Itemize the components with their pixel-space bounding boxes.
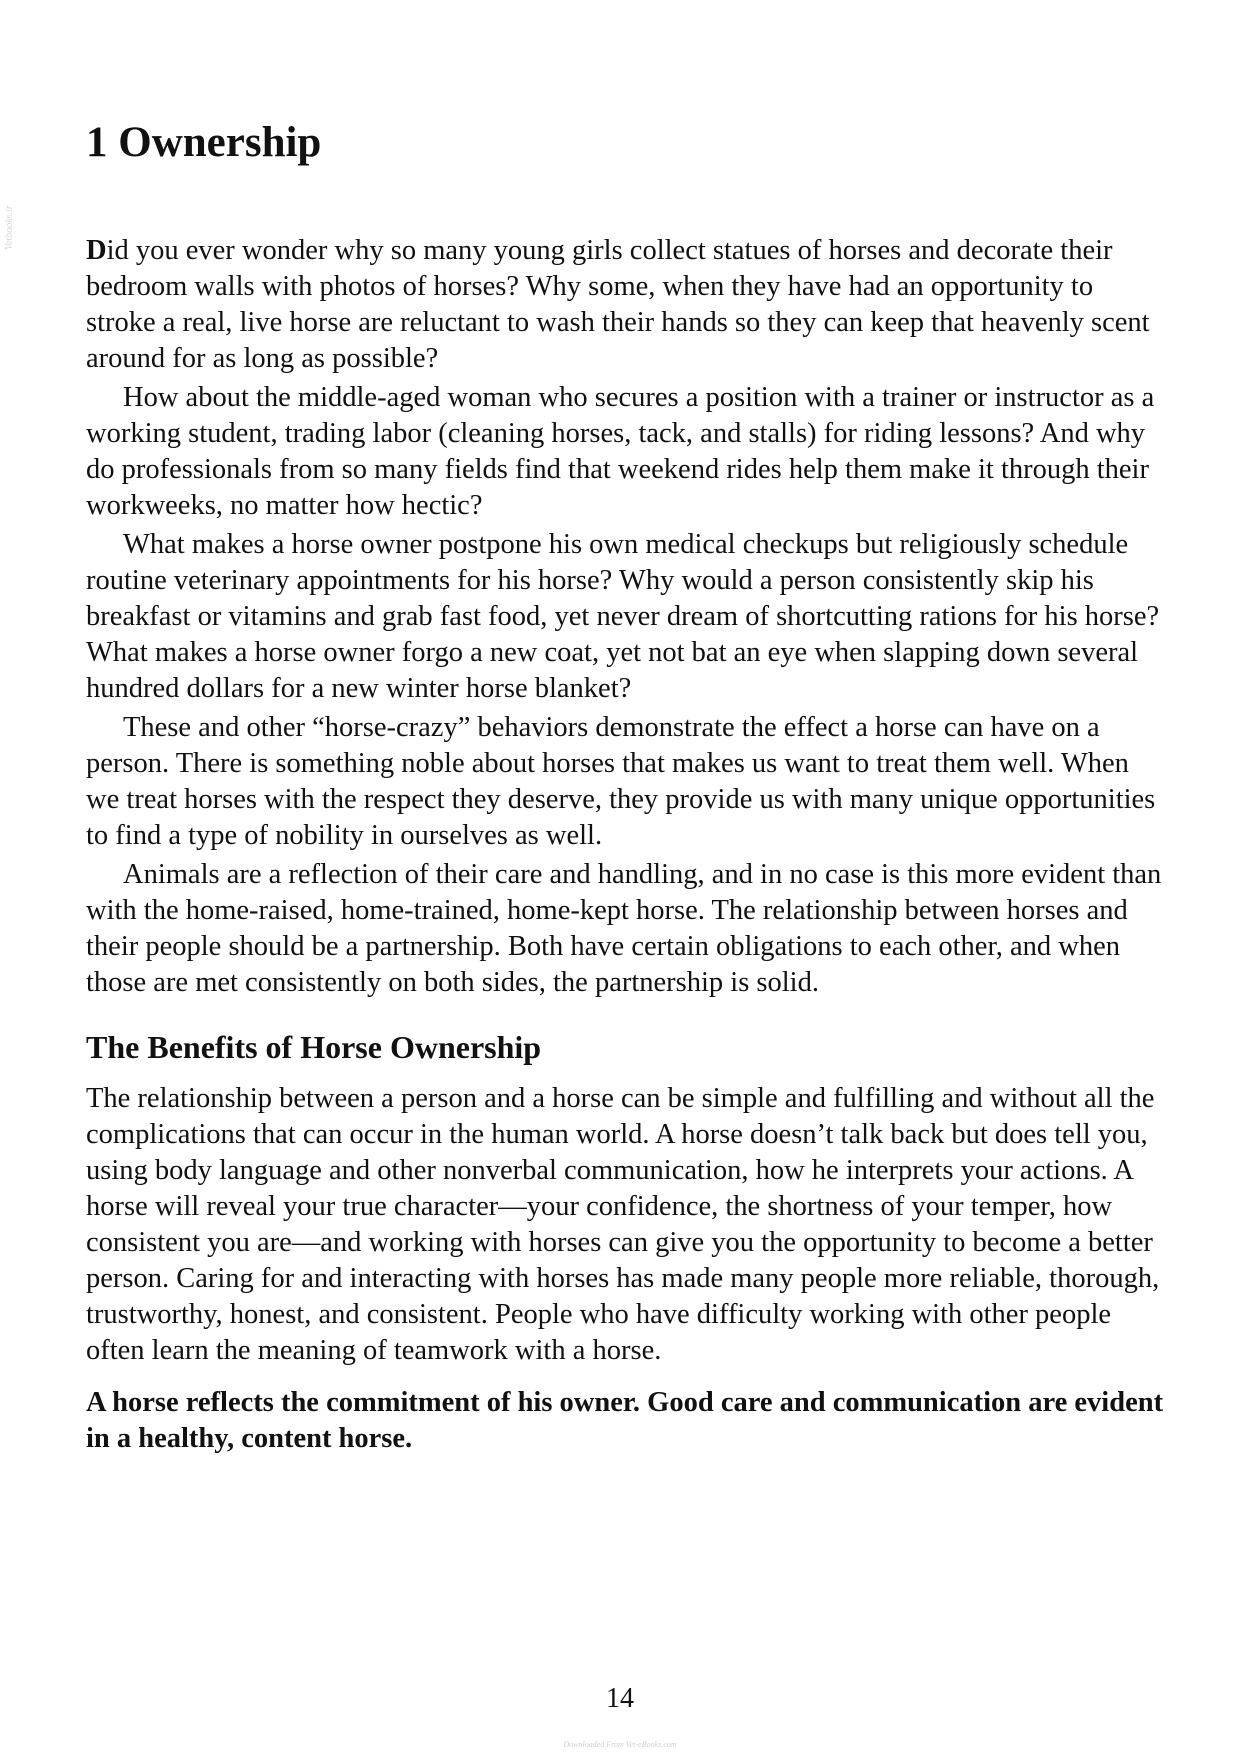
- emphasis-note: A horse reflects the commitment of his owner. Good care and communication are evident in a healthy, content horse.: [86, 1387, 1164, 1454]
- watermark-side: Vetbooks.ir: [4, 205, 15, 250]
- section-heading: The Benefits of Horse Ownership: [86, 1029, 542, 1065]
- chapter-title: 1 Ownership: [86, 119, 322, 166]
- paragraph-4: These and other “horse-crazy” behaviors demonstrate the effect a horse can have on a person. There is something noble about horses that makes us want to treat them well. When we treat horses with the respect they deserve, they provide us with many unique opportunities to find a type of nobility in ourselves as well.: [86, 712, 1156, 851]
- page-number: 14: [606, 1683, 634, 1714]
- paragraph-3: What makes a horse owner postpone his own medical checkups but religiously schedule routine veterinary appointments for his horse? Why would a person consistently skip his breakfast or vitamins and grab fast food, yet never dream of shortcutting rations for his horse? What makes a horse owner forgo a new coat, yet not bat an eye when slapping down several hundred dollars for a new winter horse blanket?: [86, 529, 1160, 704]
- drop-cap: D: [86, 235, 107, 266]
- section-paragraph: The relationship between a person and a horse can be simple and fulfilling and without all the complications that can occur in the human world. A horse doesn’t talk back but does tell you, using body language and other nonverbal communication, how he interprets your actions. A horse will reveal your true character—your confidence, the shortness of your temper, how consistent you are—and working with horses can give you the opportunity to become a better person. Caring for and interacting with horses has made many people more reliable, thorough, trustworthy, honest, and consistent. People who have difficulty working with other people often learn the meaning of teamwork with a horse.: [86, 1083, 1160, 1366]
- paragraph-2: How about the middle-aged woman who secures a position with a trainer or instructor as a working student, trading labor (cleaning horses, tack, and stalls) for riding lessons? And why do professionals from so many fields find that weekend rides help them make it through their workweeks, no matter how hectic?: [86, 382, 1155, 521]
- paragraph-5: Animals are a reflection of their care and handling, and in no case is this more evident than with the home-raised, home-trained, home-kept horse. The relationship between horses and their people should be a partnership. Both have certain obligations to each other, and when those are met consistently on both sides, the partnership is solid.: [86, 859, 1162, 998]
- paragraph-1: [86, 233, 1164, 377]
- paragraph-1-text: id you ever wonder why so many young girls collect statues of horses and decorate their bedroom walls with photos of horses? Why some, when they have had an opportunity to stroke a real, live horse are reluctant to wash their hands so they can keep that heavenly scent around for as long as possible?: [86, 235, 1150, 374]
- watermark-footer: Downloaded From Vet-eBooks.com: [563, 1740, 677, 1749]
- chapter-body: [86, 233, 1164, 1460]
